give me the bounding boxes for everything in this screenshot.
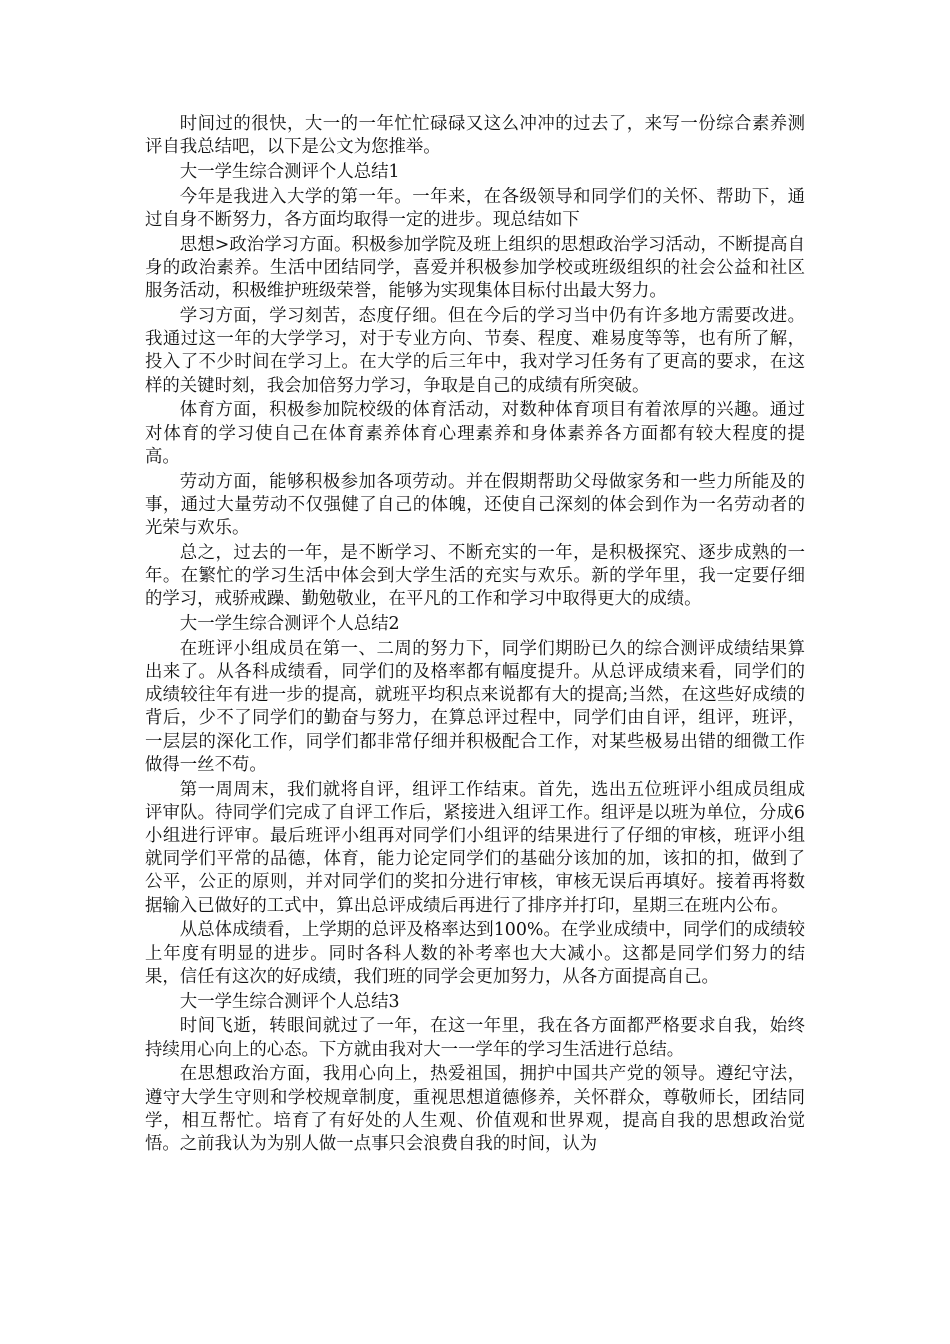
section-heading: 大一学生综合测评个人总结3 xyxy=(179,991,400,1012)
paragraph: 在班评小组成员在第一、二周的努力下，同学们期盼已久的综合测评成绩结果算出来了。从各科成绩看，同学们的及格率都有幅度提升。从总评成绩来看，同学们的成绩较往年有进一步的提高，就班平均积点来说都有大的提高;当然，在这些好成绩的背后，少不了同学们的勤奋与努力，在算总评过程中，同学们由自评，组评，班评，一层层的深化工作，同学们都非常仔细并积极配合工作，对某些极易出错的细微工作做得一丝不苟。 xyxy=(145,638,805,775)
paragraph: 思想>政治学习方面。积极参加学院及班上组织的思想政治学习活动，不断提高自身的政治素养。生活中团结同学，喜爱并积极参加学校或班级组织的社会公益和社区服务活动，积极维护班级荣誉，能够为实现集体目标付出最大努力。 xyxy=(145,234,805,302)
paragraph: 从总体成绩看，上学期的总评及格率达到100%。在学业成绩中，同学们的成绩较上年度有明显的进步。同时各科人数的补考率也大大减小。这都是同学们努力的结果，信任有这次的好成绩，我们班的同学会更加努力，从各方面提高自己。 xyxy=(145,920,805,987)
paragraph: 劳动方面，能够积极参加各项劳动。并在假期帮助父母做家务和一些力所能及的事，通过大量劳动不仅强健了自己的体魄，还使自己深刻的体会到作为一名劳动者的光荣与欢乐。 xyxy=(145,471,805,539)
section-heading: 大一学生综合测评个人总结2 xyxy=(179,614,400,635)
paragraph: 今年是我进入大学的第一年。一年来，在各级领导和同学们的关怀、帮助下，通过自身不断努力，各方面均取得一定的进步。现总结如下 xyxy=(145,186,805,230)
paragraph: 总之，过去的一年，是不断学习、不断充实的一年，是积极探究、逐步成熟的一年。在繁忙的学习生活中体会到大学生活的充实与欢乐。新的学年里，我一定要仔细的学习，戒骄戒躁、勤勉敬业，在平凡的工作和学习中取得更大的成绩。 xyxy=(145,542,805,610)
section-heading: 大一学生综合测评个人总结1 xyxy=(179,162,400,182)
paragraph: 学习方面，学习刻苦，态度仔细。但在今后的学习当中仍有许多地方需要改进。我通过这一年的大学学习，对于专业方向、节奏、程度、难易度等等，也有所了解，投入了不少时间在学习上。在大学的后三年中，我对学习任务有了更高的要求，在这样的关键时刻，我会加倍努力学习，争取是自己的成绩有所突破。 xyxy=(145,306,805,396)
paragraph: 体育方面，积极参加院校级的体育活动，对数种体育项目有着浓厚的兴趣。通过对体育的学习使自己在体育素养体育心理素养和身体素养各方面都有较大程度的提高。 xyxy=(145,400,805,467)
intro-paragraph: 时间过的很快，大一的一年忙忙碌碌又这么冲冲的过去了，来写一份综合素养测评自我总结吧，以下是公文为您推举。 xyxy=(145,114,805,158)
paragraph: 时间飞逝，转眼间就过了一年，在这一年里，我在各方面都严格要求自我，始终持续用心向上的心态。下方就由我对大一一学年的学习生活进行总结。 xyxy=(145,1016,805,1060)
paragraph: 第一周周末，我们就将自评，组评工作结束。首先，选出五位班评小组成员组成评审队。待同学们完成了自评工作后，紧接进入组评工作。组评是以班为单位，分成6小组进行评审。最后班评小组再对同学们小组评的结果进行了仔细的审核，班评小组就同学们平常的品德，体育，能力论定同学们的基础分该加的加，该扣的扣，做到了公平，公正的原则，并对同学们的奖扣分进行审核，审核无误后再填好。接着再将数据输入已做好的工式中，算出总评成绩后再进行了排序并打印，星期三在班内公布。 xyxy=(145,779,805,916)
document-body xyxy=(145,113,805,1158)
paragraph: 在思想政治方面，我用心向上，热爱祖国，拥护中国共产党的领导。遵纪守法，遵守大学生守则和学校规章制度，重视思想道德修养，关怀群众，尊敬师长，团结同学，相互帮忙。培育了有好处的人生观、价值观和世界观，提高自我的思想政治觉悟。之前我认为为别人做一点事只会浪费自我的时间，认为 xyxy=(145,1064,805,1155)
